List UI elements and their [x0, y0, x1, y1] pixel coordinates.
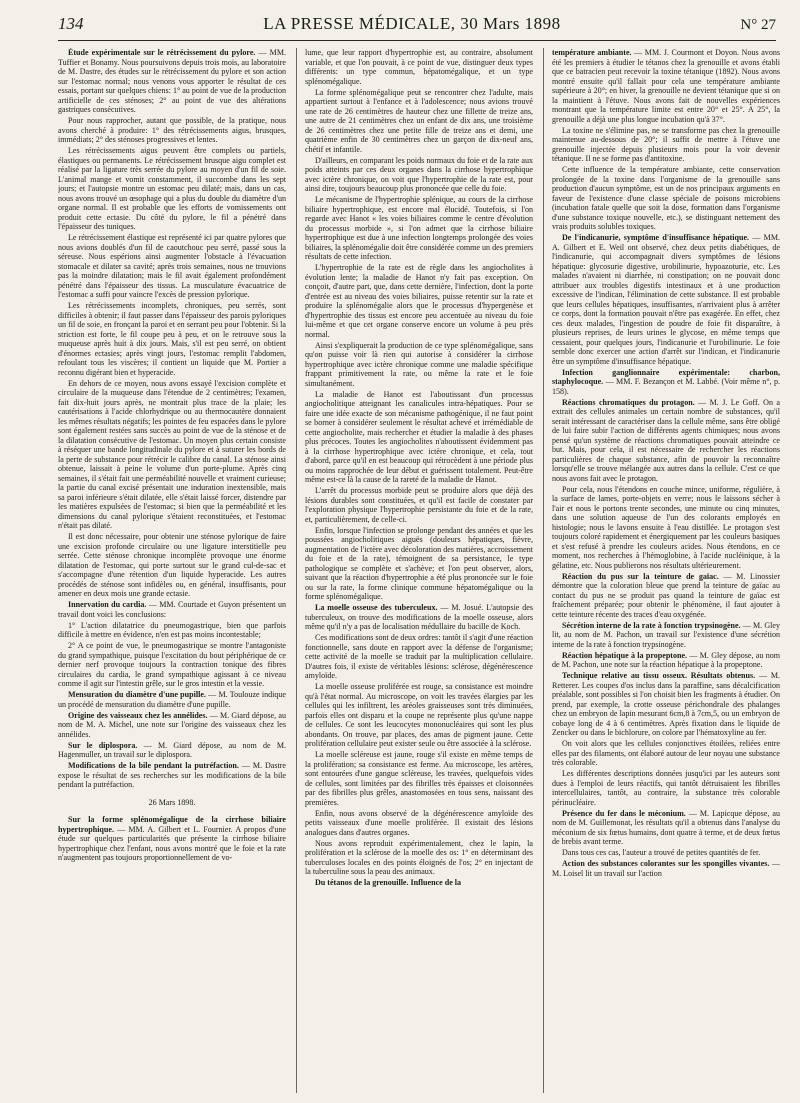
journal-title: LA PRESSE MÉDICALE, 30 Mars 1898 [263, 14, 561, 33]
paragraph-text: Nous avons reproduit expérimentalement, chez le lapin, la prolifération et la sclérose de la moelle des os: 1° en déterminant des tuberculoses locales en des points éloignés de l'os; 2° en injectant de la tuberculine sous la peau des animaux. [305, 838, 533, 876]
paragraph [305, 48, 533, 86]
section-paragraph [552, 621, 780, 650]
paragraph [305, 526, 533, 602]
paragraph [552, 165, 780, 232]
section-heading: De l'indicanurie, symptôme d'insuffisance hépatique. [562, 233, 750, 242]
paragraph [58, 301, 286, 377]
paragraph [305, 682, 533, 749]
paragraph [552, 485, 780, 571]
section-paragraph [58, 741, 286, 760]
paragraph-text: — M. Giard dépose, au nom de M. Hagenmuller, un travail sur le diplospora. [58, 740, 286, 759]
paragraph-text: On voit alors que les cellules conjonctives étoilées, reliées entre elles par des filaments, ont élaboré autour de leur noyau une substance très colorable. [552, 739, 780, 767]
paragraph-text: Dans tous ces cas, l'auteur a trouvé de petites quantités de fer. [562, 848, 761, 857]
paragraph [552, 739, 780, 768]
paragraph [305, 88, 533, 155]
section-paragraph [58, 815, 286, 863]
section-heading: Sécrétion interne de la rate à fonction trypsinogène. [562, 620, 741, 630]
paragraph [305, 486, 533, 524]
paragraph-text: L'arrêt du processus morbide peut se produire alors que déjà des lésions durables sont constituées, et qu'il est facile de constater par l'exploration physique l'hypertrophie persistante du foie et de la rate, et, particulièrement, de celle-ci. [305, 486, 533, 524]
paragraph-text: — M. Gley dépose, au nom de M. Pachon, une note sur la réaction hépatique à la propeptone. [552, 650, 780, 669]
section-paragraph [552, 233, 780, 366]
paragraph-text: — MM. Tuffier et Bonamy. Nous poursuivons depuis trois mois, au laboratoire de M. Dastre, des études sur le rétrécissement du pylore et son action sur l'estomac normal; nous venons vous apporter le résultat de ces essais, portant sur quelques chiens: 1° au point de vue de la production artificielle de ces sténoses; 2° au point de vue des altérations gastriques consécutives. [58, 48, 286, 114]
section-paragraph [552, 48, 780, 124]
paragraph-text: — M. Retterer. Les coupes d'os inclus dans la paraffine, sans décalcification préalable, sont possibles si l'on choisit bien les fragments à étudier. On prend, par exemple, la crotte osseuse périchondrale des phalanges chez un embryon de lapin mesurant 6cm,8 à 7cm,5, ou un embryon de cobaye long de 4 à 6 centimètres. Après fixation dans le liquide de Zencker ou dans le bichlorure, on colore par l'hématoxyline au fer. [552, 671, 780, 737]
paragraph-text: — MM. A. Gilbert et E. Weil ont observé, chez deux petits diabétiques, de l'indicanurie, qui accompagnait divers symptômes de lésions hépatique: glycosurie digestive, urobilinurie, hypoazoturie, etc. Les malades n'avaient ni diarrhée, ni constipation; on ne pouvait donc attribuer aux troubles digestifs intestinaux et à une production excessive de l'indican, l'élimination de cette substance. Il est probable que leurs cellules hépatiques, insuffisantes, n'arrivaient plus à arrêter ce corps, dont la formation pouvait n'être pas exagérée. En effet, chez ces deux malades, l'ingestion de poudre de foie fit disparaître, à plusieurs reprises, de leurs urines le glycose, en même temps que cessaient, pour quelques jours, l'indicanurie et l'urobilinurie. Le foie semble donc exercer une action d'arrêt sur l'indican, et l'indicanurie être un symptôme d'insuffisance hépatique. [552, 233, 780, 366]
section-paragraph [552, 572, 780, 620]
section-paragraph [305, 878, 533, 888]
section-heading: Origine des vaisseaux chez les annélides. [68, 710, 208, 720]
paragraph-text: D'ailleurs, en comparant les poids normaux du foie et de la rate aux poids atteints par ces deux organes dans la cirrhose hypertrophique avec ictère chronique, on voit que l'hypertrophie de la rate est, pour ainsi dire, toujours beaucoup plus prononcée que celle du foie. [305, 155, 533, 193]
paragraph-text: — MM. Courtade et Guyon présentent un travail dont voici les conclusions: [58, 600, 286, 619]
paragraph-text: En dehors de ce moyen, nous avons essayé l'excision complète et circulaire de la muqueuse dans l'étendue de 2 centimètres; l'examen, fait dix-huit jours après, ne montrait plus trace de la plaie; les cautérisations à l'acide chlorhydrique ou au thermocautère donnaient les mêmes résultats négatifs; les pointes de feu espacées dans le pylore sont également restées sans succès au point de vue de la sténose et de la dilatation consécutive de l'estomac. Un moyen plus certain consiste à réséquer une bande longitudinale du pylore et à suturer les bords de la perte de substance pour rétrécir le calibre du canal. La sténose ainsi obtenue, laissait à peine le volume d'un porte-plume. Après cinq semaines, il s'était fait une perméabilité nouvelle et vraiment curieuse; la partie du canal excisé présentait une induration inextensible, mais sa paroi inférieure s'était dilatée, elle s'était laissé forcer, distendre par les matières expulsées de l'estomac; si bien que la perméabilité et les dimensions du canal pylorique s'étaient reconstituées, et l'estomac n'était pas dilaté. [58, 378, 286, 530]
section-heading: Présence du fer dans le méconium. [562, 808, 686, 818]
section-paragraph [58, 690, 286, 709]
date-line: 26 Mars 1898. [148, 797, 196, 807]
paragraph-text: L'hypertrophie de la rate est de règle dans les angiocholites à évolution lente; la maladie de Hanot n'y fait pas exception. On conçoit, d'autre part, que, dans cette dernière, l'infection, dont la porte d'entrée est au niveau des voies biliaires, puisse retentir sur la rate et produire la splénomégalie alors que le processus d'hypergenèse et d'hypertrophie des tissus est encore peu accentuée au niveau du foie lui-même et que cet organe conserve encore un volume à peu près normal. [305, 263, 533, 339]
paragraph-text: Ces modifications sont de deux ordres: tantôt il s'agit d'une réaction fonctionnelle, sans doute en rapport avec la défense de l'organisme; cette activité de la moelle se traduit par la multiplication cellulaire. D'autres fois, il existe de véritables lésions: sclérose, dégénérescence amyloïde. [305, 633, 533, 680]
section-heading: Infection ganglionnaire expérimentale: charbon, staphylocoque. [552, 367, 780, 386]
section-heading: Réactions chromatiques du protagon. [562, 397, 695, 407]
section-paragraph [552, 398, 780, 484]
paragraph-text: — MM. A. Gilbert et L. Fournier. A propos d'une étude sur quelques particularités que présente la cirrhose biliaire hypertrophique chez l'enfant, nous avons montré que le foie et la rate n'augmentent pas toujours proportionnellement de vo- [58, 824, 286, 862]
section-paragraph [58, 600, 286, 619]
paragraph-text: — M. J. Le Goff. On a extrait des cellules animales un certain nombre de substances, qu'il serait intéressant de caractériser dans la cellule même, sans être obligé de lui faire subir l'action de différents agents chimiques; nous avons pensé qu'un système de réactions chromatiques pouvait atteindre ce but. Mais, pour cela, il est nécessaire de rechercher les réactions particulières de chaque substance, afin de pouvoir la reconnaître lorsqu'elle se trouve mélangée aux autres dans la cellule. C'est ce que nous avons fait avec le protagon. [552, 397, 780, 483]
section-heading: Action des substances colorantes sur les spongilles vivantes. [562, 859, 770, 868]
section-heading: Réaction hépatique à la propeptone. [562, 650, 688, 660]
section-heading: La moelle osseuse des tuberculeux. [315, 603, 438, 612]
section-paragraph [552, 368, 780, 397]
paragraph [305, 839, 533, 877]
paragraph [58, 146, 286, 232]
section-paragraph [552, 859, 780, 878]
paragraph [305, 156, 533, 194]
section-paragraph [58, 48, 286, 115]
paragraph-text: — M. Toulouze indique un procédé de mensuration du diamètre d'une pupille. [58, 690, 286, 709]
paragraph [305, 390, 533, 485]
paragraph-text: 2° A ce point de vue, le pneumogastrique se montre l'antagoniste du grand sympathique, puisque l'excitation du bout périphérique de ce dernier nerf provoque toujours la contraction tonique des fibres circulaires du cardia, le grand sympathique agissant à ce niveau comme il agit sur l'intestin grêle, sur le gros intestin et la vessie. [58, 641, 286, 688]
paragraph [58, 379, 286, 531]
paragraph [305, 633, 533, 681]
paragraph-text: La moelle scléreuse est jaune, rouge s'il existe en même temps de la prolifération; sa consistance est ferme. Au microscope, les artères, sont entourées d'une gangue scléreuse, les travées, quelquefois vides de cellules, sont limitées par des fibrilles très épaisses et cloisonnées par des fibrilles plus grêles, anastomosées en tous sens, naissant des premières. [305, 750, 533, 807]
paragraph-text: — M. Lapicque dépose, au nom de M. Guillemonat, les résultats qu'il a obtenus dans l'analyse du méconium de six fœtus humains, dont quatre à terme, et de deux fœtus de brebis avant terme. [552, 808, 780, 846]
paragraph [58, 532, 286, 599]
column-1 [58, 48, 286, 1093]
column-2 [305, 48, 533, 1093]
paragraph [58, 116, 286, 145]
section-paragraph [552, 651, 780, 670]
paragraph-text: Cette influence de la température ambiante, cette conservation prolongée de la toxine dans l'organisme de la grenouille sans production d'aucun symptôme, est un de nos principaux arguments en faveur de l'existence d'une classe spéciale de poisons microbiens (incubation fatale quelle que soit la dose, formation dans l'organisme d'une substance toxique nouvelle, etc.), se distinguant nettement des vrais produits solubles toxiques. [552, 165, 780, 231]
paragraph-text: Les rétrécissements aigus peuvent être complets ou partiels, élastiques ou permanents. Le rétrécissement brusque aigu complet est réalisé par la ligature très serrée du pylore au moyen d'un fil de soie. L'animal mange et vomit constamment, il succombe dans les sept jours; et l'autopsie montre un estomac peu dilaté; mais, dans un cas, nous avons trouvé un œsophage qui a plus du double du diamètre d'un organe normal. Il est probable que les efforts de vomissements ont produit cette ectasie. Du côté du pylore, le fil a pénétré dans l'épaisseur des tuniques. [58, 146, 286, 231]
section-heading: Technique relative au tissu osseux. Résultats obtenus. [562, 671, 756, 680]
paragraph [552, 769, 780, 807]
issue-number: N° 27 [740, 17, 776, 33]
paragraph-text: — M. Dastre expose le résultat de ses recherches sur les modifications de la bile pendant la putréfaction. [58, 761, 286, 789]
paragraph-text: Ainsi s'expliquerait la production de ce type splénomégalique, sans qu'on puisse voir là rien qui autorise à considérer la cirrhose hypertrophique avec ictère chronique comme une maladie spécifique frappant primitivement la rate, ou même la rate et le foie simultanément. [305, 340, 533, 388]
section-heading: Sur la forme splénomégalique de la cirrhose biliaire hypertrophique. [58, 815, 286, 834]
section-paragraph [305, 603, 533, 632]
paragraph-text: — M. Gley lit, au nom de M. Pachon, un travail sur l'existence d'une sécrétion interne de la rate à fonction trypsinogène. [552, 620, 780, 649]
paragraph-text: Le rétrécissement élastique est représenté ici par quatre pylores que nous avions doublés d'un fil de caoutchouc peu serré, passé sous la séreuse. Nous espérions ainsi augmenter l'obstacle à l'évacuation stomacale et dilater sa cavité; après trois semaines, nous ne trouvions pas la moindre dilatation; mais le fil avait également profondément pénétré dans l'épaisseur des tissus. La musculature évacuatrice de l'estomac a suffi pour vaincre l'excès de pression pylorique. [58, 233, 286, 299]
section-paragraph [552, 671, 780, 738]
paragraph-text: — MM. J. Courmont et Doyon. Nous avons été les premiers à étudier le tétanos chez la grenouille et avons établi que ce batracien peut recevoir la toxine tétanique (1892). Nous avons montré ensuite qu'il fallait pour cela une température ambiante supérieure à 20°; en hiver, la grenouille ne devient tétanique que si on la maintient à l'étuve. Nous avons fait de nouvelles expériences montrant que la température limite est entre 20° et 25°. A 25°, la grenouille a déjà une plus longue incubation qu'à 37°. [552, 48, 780, 124]
section-heading: Mensuration du diamètre d'une pupille. [68, 690, 206, 699]
paragraph-text: La forme splénomégalique peut se rencontrer chez l'adulte, mais appartient surtout à l'enfance et à l'adolescence; nous avions trouvé une rate de 26 centimètres de hauteur chez une fillette de treize ans, une autre de 21 centimètres chez un enfant de dix ans, une troisième de 26 centimètres chez une petite fille de treize ans et demi, une quatrième enfin de 30 centimètres chez un garçon de dix-neuf ans, chétif et infantile. [305, 87, 533, 154]
paragraph-text: Les différentes descriptions données jusqu'ici par les auteurs sont dues à l'emploi de leurs réactifs, qui tantôt détruisaient les fibrilles intercellulaires, tantôt, au contraire, la substance très colorable périnucléaire. [552, 769, 780, 807]
page-number: 134 [58, 14, 84, 33]
section-heading: Du tétanos de la grenouille. Influence de la [315, 878, 462, 887]
paragraph-text: Enfin, nous avons observé de la dégénérescence amyloïde des petits vaisseaux d'une moelle proliférée. Il existait des lésions analogues dans d'autres organes. [305, 808, 533, 837]
paragraph [58, 641, 286, 689]
column-rule [543, 48, 544, 1093]
column-rule [296, 48, 297, 1093]
paragraph [552, 848, 780, 858]
section-heading: température ambiante. [552, 48, 632, 57]
section-heading: Réaction du pus sur la teinture de gaïac. [562, 571, 719, 581]
paragraph-text: — M. Giard dépose, au nom de M. A. Michel, une note sur l'origine des vaisseaux chez les annélides. [58, 710, 286, 739]
paragraph-text: La moelle osseuse proliférée est rouge, sa consistance est moindre qu'à l'état normal. Au microscope, on voit les travées élargies par les cellules qui les infiltrent, les aréoles graisseuses sont très diminuées, parfois elles ont disparu et la coupe ne représente plus qu'une nappe de cellules. Ce sont les leucocytes mononucléaires qui sont les plus abondants. On trouve, par places, des amas de pigment jaune. Cette prolifération cellulaire peut exister seule ou être associée à la sclérose. [305, 682, 533, 748]
section-paragraph [58, 711, 286, 740]
paragraph [552, 126, 780, 164]
section-heading: Sur le diplospora. [68, 740, 138, 750]
paragraph [58, 233, 286, 300]
paragraph-text: — M. Josué. L'autopsie des tuberculeux, on trouve des modifications de la moelle osseuse, alors même qu'il n'y a pas de localisation médullaire du bacille de Koch. [305, 603, 533, 631]
section-heading: Modifications de la bile pendant la putréfaction. [68, 761, 239, 770]
paragraph-text: La toxine ne s'élimine pas, ne se transforme pas chez la grenouille maintenue au-dessous de 20°; il suffit de mettre à l'étuve une grenouille injectée depuis plusieurs mois pour la voir devenir tétanique. Il ne se forme pas d'antitoxine. [552, 125, 780, 163]
page-header [58, 14, 776, 41]
paragraph [58, 621, 286, 640]
paragraph [305, 750, 533, 807]
paragraph [305, 341, 533, 389]
paragraph-text: Pour nous rapprocher, autant que possible, de la pratique, nous avons cherché à produire: 1° des rétrécissements aigus, brusques, immédiats; 2° des sténoses progressives et lentes. [58, 116, 286, 144]
paragraph-text: 1° L'action dilatatrice du pneumogastrique, bien que parfois difficile à mettre en évidence, n'en est pas moins incontestable; [58, 620, 286, 639]
paragraph-text: — M. Linossier démontre que la coloration bleue que prend la teinture de gaïac au contact du pus ne se produit pas quand la teinture de gaïac est fraîchement préparée; pour obtenir le phénomène, il faut ajouter à cette teinture récente des traces d'eau oxygénée. [552, 571, 780, 619]
paragraph-text: lume, que leur rapport d'hypertrophie est, au contraire, absolument variable, et que l'on pouvait, à ce point de vue, distinguer deux types différents: un type commun, hépatomégalique, et un type splénomégalique. [305, 48, 533, 86]
paragraph-text: Enfin, lorsque l'infection se prolonge pendant des années et que les poussées angiocholitiques aiguës (douleurs hépatiques, fièvre, augmentation de l'ictère avec décoloration des matières, accroissement du foie et de la rate), témoignent de sa persistance, le type pathologique se complète et s'achève; et l'on peut observer, alors, suivant que la réaction d'hypertrophie a été plus prononcée sur le foie ou sur la rate, la forme clinique commune hépatomégalique ou la forme splénomégalique. [305, 525, 533, 601]
paragraph-text: La maladie de Hanot est l'aboutissant d'un processus angiocholitique atteignant les canalicules intra-hépatiques. Pour se faire une idée exacte de son mécanisme pathogénique, il ne faut point se borner à considérer seulement le résultat achevé et irrémédiable de cette angiocholite, mais rechercher et étudier la maladie à des phases plus précoces. Toutes les angiocholites n'aboutissent évidemment pas à la cirrhose hypertrophique avec ictère chronique, et cela, tout d'abord, parce qu'il en est beaucoup qui rétrocèdent à une période plus ou moins rapprochée de leur début et guérissent totalement. Peut-être même est-ce là la cause de la rareté de la maladie de Hanot. [305, 389, 533, 484]
paragraph-text: Il est donc nécessaire, pour obtenir une sténose pylorique de faire une excision profonde circulaire ou une ligature interstitielle peu serrée. Cette sténose chronique incomplète provoque une énorme dilatation de l'estomac, qui porte surtout sur le grand cul-de-sac et s'accompagne d'une rétention d'un liquide hyperacide. Les autres procédés de sténose sont infidèles ou, en général, insuffisants, pour amener en deux mois une grande ectasie. [58, 532, 286, 598]
section-heading: Innervation du cardia. [68, 600, 147, 609]
paragraph-text: — M. Loisel lit un travail sur l'action [552, 859, 780, 878]
paragraph [305, 195, 533, 262]
section-heading: Étude expérimentale sur le rétrécissement du pylore. [68, 48, 256, 57]
paragraph-text: — MM. F. Bezançon et M. Labbé. (Voir même n°, p. 158). [552, 377, 780, 396]
section-paragraph [58, 761, 286, 790]
paragraph [305, 809, 533, 838]
paragraph-text: Les rétrécissements incomplets, chroniques, peu serrés, sont difficiles à obtenir; il faut passer dans l'épaisseur des parois pyloriques un fil de soie, en fronçant la paroi et en serrant peu pour l'obtenir. Si la striction est forte, le fil coupe peu à peu, et on le retrouve sous la muqueuse après huit à dix jours. Mais, s'il est peu serré, on obtient d'énormes ectasies; après vingt jours, l'estomac remplit l'abdomen, refoulant tous les viscères; il contient un liquide que M. Portier a reconnu digérant bien et hyperacide. [58, 301, 286, 377]
paragraph [305, 263, 533, 339]
paragraph-text: Pour cela, nous l'étendons en couche mince, uniforme, régulière, à la surface de lames, porte-objets en verre; nous le laissons sécher à l'air et nous le portons trente secondes, une minute ou cinq minutes, dans une solution aqueuse de l'un des colorants employés en histologie; nous le lavons ensuite à l'eau distillée. Le protagon s'est toujours coloré rapidement et énergiquement par les couleurs basiques et s'est refusé à prendre les couleurs acides. Nous étendons, en ce moment, nos recherches à l'hémoglobine, à l'acide nucléinique, à la gélatine, etc. Nous publierons nos résultats ultérieurement. [552, 484, 780, 570]
column-3 [552, 48, 780, 1093]
paragraph-text: Le mécanisme de l'hypertrophie splénique, au cours de la cirrhose biliaire hypertrophique, est encore mal élucidé. Toutefois, si l'on regarde avec Hanot « les voies biliaires comme le centre d'évolution du processus morbide », si l'on admet que la cirrhose biliaire hypertrophique est due à une infection longtemps prolongée des voies biliaires, la splénomégalie doit être considérée comme un des premiers résultats de cette infection. [305, 195, 533, 261]
section-paragraph [552, 809, 780, 847]
